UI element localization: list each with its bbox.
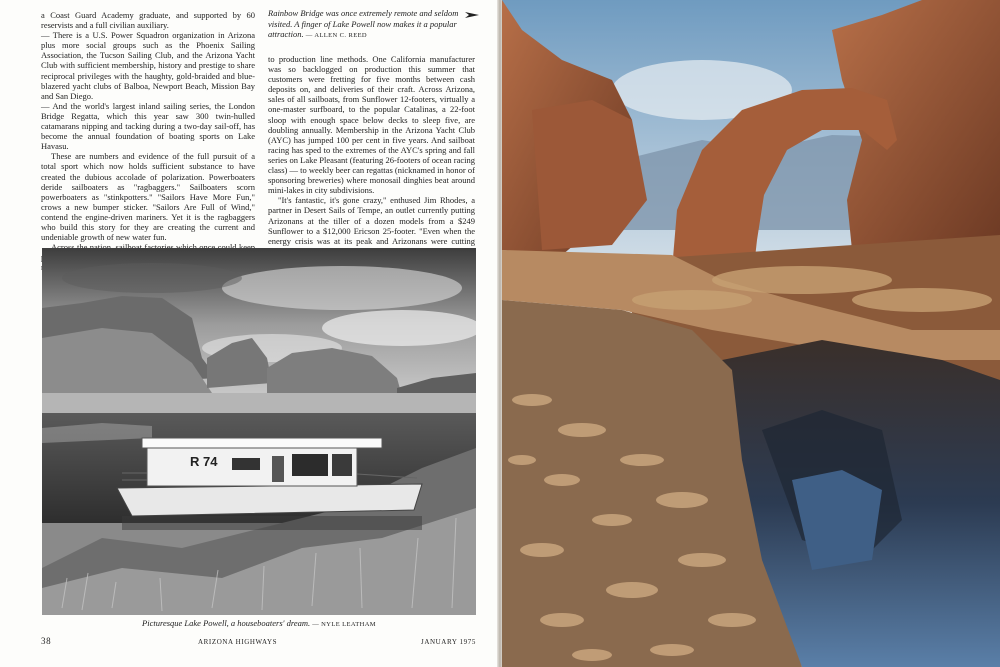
- photo-credit: — NYLE LEATHAM: [312, 621, 376, 628]
- article-column-right: [268, 54, 475, 266]
- houseboat-photo-image: [42, 248, 476, 615]
- article-column-left: [41, 10, 255, 272]
- article-paragraph: These are numbers and evidence of the full pursuit of a total sport which now holds sufficient substance to have created the dubious accolade of polarization. Powerboaters deride sailboaters as "ragbaggers." Sailboaters scorn powerboaters as "stinkpotters." "Sailors Have More Fun," crows a new bumper sticker. "Sailors Are Full of Wind," contend the engine-driven mariners. Yet it is the ragbaggers who build this story for they are creating the current and undeniable growth of new water fun.: [41, 151, 255, 243]
- magazine-name: ARIZONA HIGHWAYS: [198, 638, 278, 646]
- page-number: 38: [41, 636, 52, 646]
- article-paragraph: to production line methods. One California manufacturer was so backlogged on production this summer that customers were fretting for five months between cash deposits on, and deliveries of their craft. Across Arizona, sales of all sailboats, from Sunflower 12-footers, virtually a one-master surfboard, to the popular Catalinas, a 22-foot sloop with enough space below decks to sleep five, are doubling annually. Membership in the Arizona Yacht Club (AYC) has jumped 100 per cent in five years. And sailboat racing has sped to the extremes of the AYC's spring and fall series on Lake Pleasant (featuring 26-footers of ocean racing class) — to weekly beer can regattas (nicknamed in honor of sponsoring breweries) where monosail dinghies beat around mini-lakes in city subdivisions.: [268, 54, 475, 196]
- photo-credit: — ALLEN C. REED: [305, 32, 368, 39]
- caption-text: Rainbow Bridge was once extremely remote and seldom visited. A finger of Lake Powell now makes it a popular attraction.: [268, 8, 459, 39]
- issue-date: JANUARY 1975: [421, 638, 476, 646]
- article-paragraph: — And the world's largest inland sailing series, the London Bridge Regatta, which this year saw 300 twin-hulled catamarans nipping and tacking during a two-day sail-off, has become the annual foundation of boating sports on Lake Havasu.: [41, 100, 255, 152]
- houseboat-caption: [42, 618, 476, 628]
- article-paragraph: "It's fantastic, it's gone crazy," enthused Jim Rhodes, a partner in Desert Sails of Tempe, an outlet currently putting Arizonans at the tiller of a dozen models from a $249 Sunflower to a $12,000 Ericson 25-footer. "Even when the energy crisis was at its peak and Arizonans were cutting: [268, 195, 475, 246]
- boat-number-label: R 74: [190, 454, 218, 469]
- caption-pointer-arrow-icon: [465, 10, 479, 20]
- houseboat-photo: [42, 248, 476, 615]
- caption-text: Picturesque Lake Powell, a houseboaters' dream.: [142, 618, 311, 628]
- rainbow-bridge-image: [502, 0, 1000, 667]
- rainbow-bridge-caption: [268, 8, 466, 42]
- article-paragraph: — There is a U.S. Power Squadron organization in Arizona plus more social groups such as the Phoenix Sailing Association, the Tucson Sailing Club, and the Arizona Yacht Club with sufficient membership, history and prestige to share reciprocal privileges with the haughty, gold-braided and blue-blazered yacht clubs of Balboa, Newport Beach, Mission Bay and San Diego.: [41, 30, 255, 101]
- article-paragraph: a Coast Guard Academy graduate, and supported by 60 reservists and a full civilian auxiliary.: [41, 10, 255, 31]
- rainbow-bridge-photo: [502, 0, 1000, 667]
